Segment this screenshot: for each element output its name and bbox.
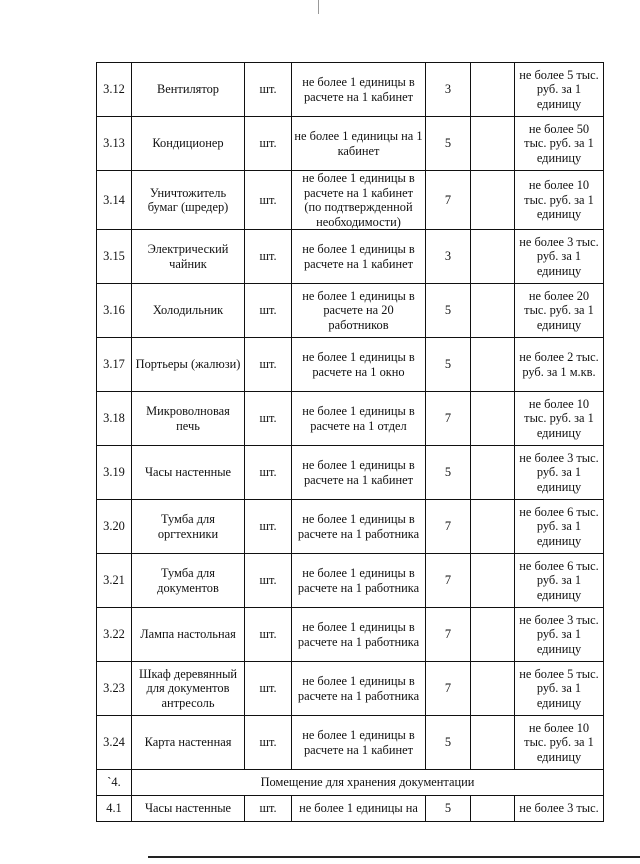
- item-name: Электрический чайник: [132, 230, 245, 284]
- row-number: 3.15: [97, 230, 132, 284]
- extra-cell: [471, 338, 515, 392]
- extra-cell: [471, 230, 515, 284]
- price-cell: не более 3 тыс. руб. за 1 единицу: [515, 608, 604, 662]
- table-row: [97, 608, 604, 662]
- price-cell: не более 6 тыс. руб. за 1 единицу: [515, 500, 604, 554]
- unit-cell: шт.: [245, 392, 292, 446]
- table-row: [97, 796, 604, 822]
- bottom-rule: [148, 856, 640, 858]
- table-body: [97, 63, 604, 770]
- norm-cell: не более 1 единицы на: [292, 796, 426, 822]
- inventory-table: [96, 62, 604, 822]
- row-number: 3.13: [97, 117, 132, 171]
- row-number: 3.20: [97, 500, 132, 554]
- price-cell: не более 5 тыс. руб. за 1 единицу: [515, 662, 604, 716]
- price-cell: не более 3 тыс. руб. за 1 единицу: [515, 446, 604, 500]
- norm-cell: не более 1 единицы в расчете на 1 отдел: [292, 392, 426, 446]
- price-cell: не более 3 тыс.: [515, 796, 604, 822]
- extra-cell: [471, 171, 515, 230]
- norm-cell: не более 1 единицы в расчете на 1 кабинет: [292, 716, 426, 770]
- item-name: Шкаф деревянный для документов антресоль: [132, 662, 245, 716]
- table-row: [97, 392, 604, 446]
- price-cell: не более 50 тыс. руб. за 1 единицу: [515, 117, 604, 171]
- row-number: 3.24: [97, 716, 132, 770]
- row-number: 3.23: [97, 662, 132, 716]
- norm-cell: не более 1 единицы в расчете на 1 кабинет: [292, 63, 426, 117]
- norm-cell: не более 1 единицы в расчете на 1 кабинет: [292, 230, 426, 284]
- norm-cell: не более 1 единицы в расчете на 1 кабинет: [292, 446, 426, 500]
- extra-cell: [471, 796, 515, 822]
- scan-mark: [318, 0, 319, 14]
- norm-cell: не более 1 единицы на 1 кабинет: [292, 117, 426, 171]
- row-number: 3.14: [97, 171, 132, 230]
- table-row: [97, 500, 604, 554]
- row-number: 4.1: [97, 796, 132, 822]
- item-name: Часы настенные: [132, 796, 245, 822]
- row-number: 3.12: [97, 63, 132, 117]
- norm-cell: не более 1 единицы в расчете на 20 работников: [292, 284, 426, 338]
- term-cell: 7: [426, 554, 471, 608]
- item-name: Лампа настольная: [132, 608, 245, 662]
- norm-cell: не более 1 единицы в расчете на 1 работника: [292, 554, 426, 608]
- unit-cell: шт.: [245, 796, 292, 822]
- item-name: Вентилятор: [132, 63, 245, 117]
- item-name: Тумба для оргтехники: [132, 500, 245, 554]
- table-row: [97, 446, 604, 500]
- table-row: [97, 117, 604, 171]
- extra-cell: [471, 63, 515, 117]
- term-cell: 7: [426, 500, 471, 554]
- term-cell: 7: [426, 662, 471, 716]
- term-cell: 7: [426, 608, 471, 662]
- unit-cell: шт.: [245, 500, 292, 554]
- extra-cell: [471, 554, 515, 608]
- unit-cell: шт.: [245, 554, 292, 608]
- unit-cell: шт.: [245, 284, 292, 338]
- section-number: `4.: [97, 770, 132, 796]
- price-cell: не более 20 тыс. руб. за 1 единицу: [515, 284, 604, 338]
- term-cell: 3: [426, 230, 471, 284]
- unit-cell: шт.: [245, 230, 292, 284]
- unit-cell: шт.: [245, 171, 292, 230]
- norm-cell: не более 1 единицы в расчете на 1 работника: [292, 608, 426, 662]
- row-number: 3.17: [97, 338, 132, 392]
- unit-cell: шт.: [245, 63, 292, 117]
- price-cell: не более 2 тыс. руб. за 1 м.кв.: [515, 338, 604, 392]
- item-name: Карта настенная: [132, 716, 245, 770]
- table-row: [97, 554, 604, 608]
- item-name: Кондиционер: [132, 117, 245, 171]
- term-cell: 5: [426, 446, 471, 500]
- table-row: [97, 230, 604, 284]
- term-cell: 5: [426, 338, 471, 392]
- term-cell: 5: [426, 796, 471, 822]
- table-row: [97, 284, 604, 338]
- unit-cell: шт.: [245, 662, 292, 716]
- table-row: [97, 716, 604, 770]
- price-cell: не более 10 тыс. руб. за 1 единицу: [515, 171, 604, 230]
- extra-cell: [471, 392, 515, 446]
- term-cell: 5: [426, 284, 471, 338]
- price-cell: не более 6 тыс. руб. за 1 единицу: [515, 554, 604, 608]
- extra-cell: [471, 662, 515, 716]
- norm-cell: не более 1 единицы в расчете на 1 работника: [292, 662, 426, 716]
- section-body: [97, 770, 604, 822]
- table-row: [97, 338, 604, 392]
- price-cell: не более 3 тыс. руб. за 1 единицу: [515, 230, 604, 284]
- row-number: 3.21: [97, 554, 132, 608]
- unit-cell: шт.: [245, 117, 292, 171]
- table-row: [97, 662, 604, 716]
- norm-cell: не более 1 единицы в расчете на 1 работника: [292, 500, 426, 554]
- item-name: Тумба для документов: [132, 554, 245, 608]
- row-number: 3.19: [97, 446, 132, 500]
- row-number: 3.22: [97, 608, 132, 662]
- row-number: 3.16: [97, 284, 132, 338]
- extra-cell: [471, 500, 515, 554]
- term-cell: 5: [426, 716, 471, 770]
- unit-cell: шт.: [245, 446, 292, 500]
- section-title: Помещение для хранения документации: [132, 770, 604, 796]
- item-name: Уничтожитель бумаг (шредер): [132, 171, 245, 230]
- extra-cell: [471, 608, 515, 662]
- term-cell: 3: [426, 63, 471, 117]
- price-cell: не более 10 тыс. руб. за 1 единицу: [515, 392, 604, 446]
- row-number: 3.18: [97, 392, 132, 446]
- item-name: Микроволновая печь: [132, 392, 245, 446]
- extra-cell: [471, 117, 515, 171]
- table-row: [97, 63, 604, 117]
- extra-cell: [471, 716, 515, 770]
- item-name: Портьеры (жалюзи): [132, 338, 245, 392]
- unit-cell: шт.: [245, 338, 292, 392]
- extra-cell: [471, 446, 515, 500]
- norm-cell: не более 1 единицы в расчете на 1 кабинет (по подтвержденной необходимости): [292, 171, 426, 230]
- unit-cell: шт.: [245, 608, 292, 662]
- table-row: [97, 171, 604, 230]
- section-row: [97, 770, 604, 796]
- unit-cell: шт.: [245, 716, 292, 770]
- term-cell: 7: [426, 392, 471, 446]
- term-cell: 7: [426, 171, 471, 230]
- extra-cell: [471, 284, 515, 338]
- item-name: Холодильник: [132, 284, 245, 338]
- price-cell: не более 10 тыс. руб. за 1 единицу: [515, 716, 604, 770]
- term-cell: 5: [426, 117, 471, 171]
- price-cell: не более 5 тыс. руб. за 1 единицу: [515, 63, 604, 117]
- norm-cell: не более 1 единицы в расчете на 1 окно: [292, 338, 426, 392]
- item-name: Часы настенные: [132, 446, 245, 500]
